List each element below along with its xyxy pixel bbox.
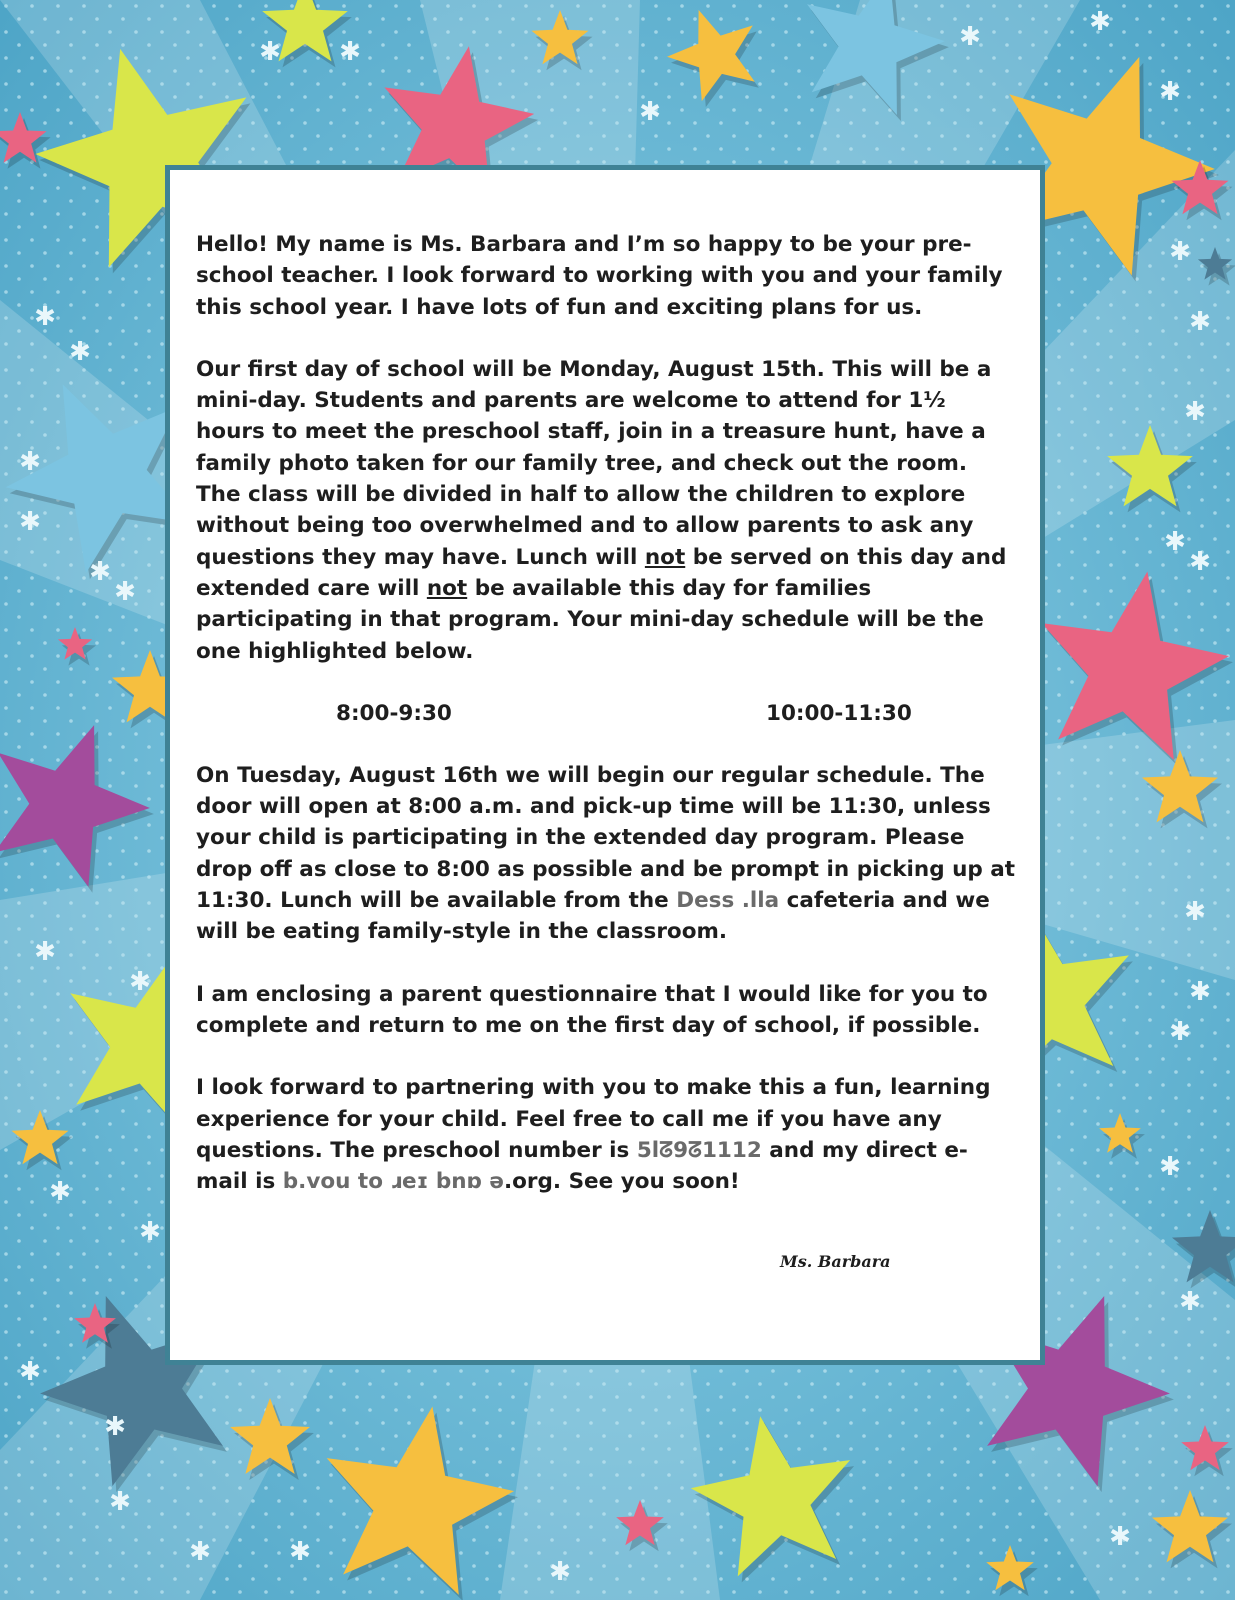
snowflake-icon: ✱ [49, 1177, 71, 1207]
emphasis-not: not [644, 544, 686, 570]
signature: Ms. Barbara [780, 1252, 891, 1271]
snowflake-icon: ✱ [959, 22, 981, 52]
redacted-email: b.vou to ɹeɪ bnɒ ə [282, 1169, 504, 1195]
redacted-phone-number: 5lᘔ9ᘔ1112 [636, 1137, 762, 1163]
time-slot-late-morning: 10:00-11:30 [766, 700, 912, 726]
snowflake-icon: ✱ [104, 1412, 126, 1442]
snowflake-icon: ✱ [189, 1537, 211, 1567]
snowflake-icon: ✱ [639, 97, 661, 127]
snowflake-icon: ✱ [1179, 1287, 1201, 1317]
snowflake-icon: ✱ [1184, 397, 1206, 427]
snowflake-icon: ✱ [289, 1537, 311, 1567]
snowflake-icon: ✱ [1189, 547, 1211, 577]
snowflake-icon: ✱ [1159, 1152, 1181, 1182]
snowflake-icon: ✱ [34, 937, 56, 967]
snowflake-icon: ✱ [1109, 1522, 1131, 1552]
snowflake-icon: ✱ [1189, 977, 1211, 1007]
snowflake-icon: ✱ [19, 507, 41, 537]
snowflake-icon: ✱ [109, 1487, 131, 1517]
snowflake-icon: ✱ [1089, 7, 1111, 37]
emphasis-not: not [426, 575, 468, 601]
snowflake-icon: ✱ [34, 302, 56, 332]
snowflake-icon: ✱ [89, 557, 111, 587]
letter-body [196, 229, 1016, 1228]
paragraph-regular-schedule: On Tuesday, August 16th we will begin our regular schedule. The door will open at 8:00 a.m. and pick-up time will be 11:30, unless your child is participating in the extended day program. Please drop off as close to 8:00 as possible and be prompt in picking up at 11:30. Lunch will be available from the Dess .lla cafeteria and we will be eating family-style in the classroom. [196, 762, 1016, 945]
snowflake-icon: ✱ [1169, 1017, 1191, 1047]
snowflake-icon: ✱ [1164, 527, 1186, 557]
snowflake-icon: ✱ [1189, 307, 1211, 337]
redacted-school-name: Dess .lla [676, 888, 780, 914]
snowflake-icon: ✱ [19, 447, 41, 477]
snowflake-icon: ✱ [114, 577, 136, 607]
snowflake-icon: ✱ [139, 1217, 161, 1247]
paragraph-greeting: Hello! My name is Ms. Barbara and I’m so happy to be your pre-school teacher. I look forward to working with you and your family this school year. I have lots of fun and exciting plans for us. [196, 232, 1003, 320]
snowflake-icon: ✱ [339, 37, 361, 67]
paragraph-questionnaire: I am enclosing a parent questionnaire that I would like for you to complete and return to me on the first day of school, if possible. [196, 981, 988, 1038]
snowflake-icon: ✱ [1169, 237, 1191, 267]
time-slot-morning: 8:00-9:30 [336, 700, 452, 726]
snowflake-icon: ✱ [1159, 77, 1181, 107]
paragraph-contact: I look forward to partnering with you to make this a fun, learning experience for your child. Feel free to call me if you have any questions. The preschool number is 5lᘔ9ᘔ1112 and my direct e-mail is b.vou to ɹeɪ bnɒ ə.org. See you soon! [196, 1075, 991, 1195]
snowflake-icon: ✱ [129, 967, 151, 997]
mini-day-schedule [196, 698, 1016, 729]
snowflake-icon: ✱ [549, 1557, 571, 1587]
snowflake-icon: ✱ [19, 1357, 41, 1387]
snowflake-icon: ✱ [1184, 897, 1206, 927]
snowflake-icon: ✱ [259, 37, 281, 67]
snowflake-icon: ✱ [69, 337, 91, 367]
paragraph-first-day: Our first day of school will be Monday, August 15th. This will be a mini-day. Students and parents are welcome to attend for 1½ hours to meet the preschool staff, join in a treasure hunt, have a family photo taken for our family tree, and check out the room. The class will be divided in half to allow the children to explore without being too overwhelmed and to allow parents to ask any questions they may have. Lunch will not be served on this day and extended care will not be available this day for families participating in that program. Your mini-day schedule will be the one highlighted below. [196, 356, 1007, 664]
